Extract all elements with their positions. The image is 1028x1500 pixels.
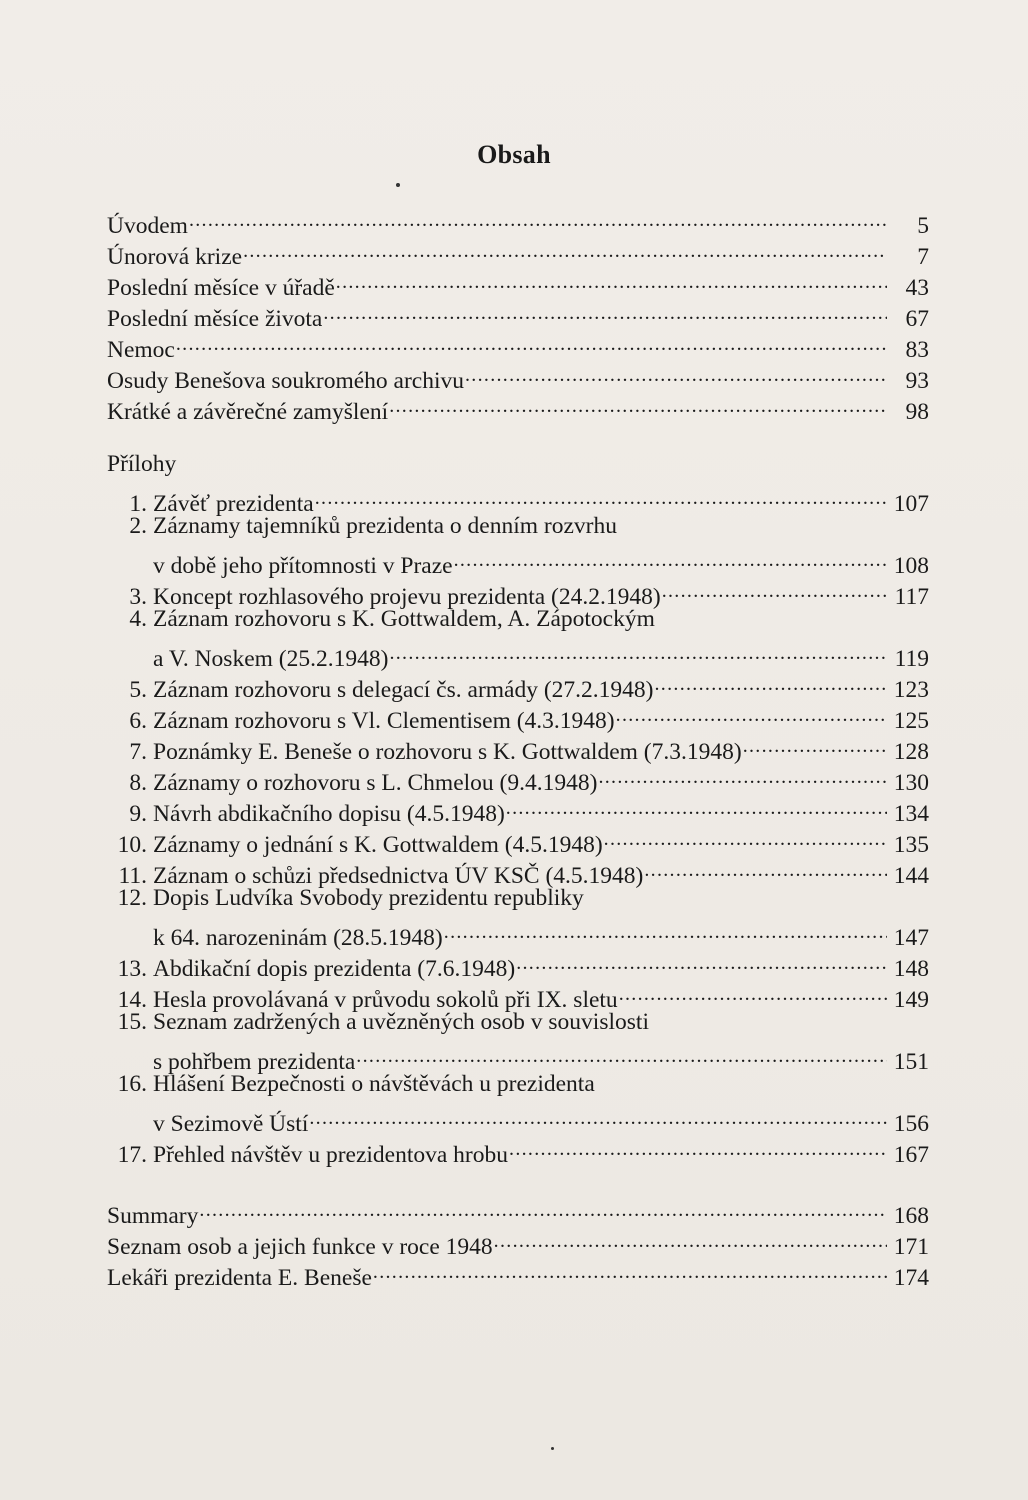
appendix-number: 13. bbox=[117, 956, 147, 982]
dot-leader bbox=[176, 326, 887, 357]
toc-entry bbox=[107, 1192, 929, 1229]
dot-leader bbox=[356, 1038, 887, 1069]
dot-leader bbox=[454, 542, 887, 573]
appendix-label: a V. Noskem (25.2.1948) bbox=[153, 646, 389, 672]
appendix-page: 123 bbox=[893, 677, 929, 703]
appendix-label: Záznam rozhovoru s K. Gottwaldem, A. Zápotockým bbox=[153, 606, 655, 632]
toc-entry-label: Nemoc bbox=[107, 337, 175, 363]
dot-leader bbox=[373, 1254, 887, 1285]
appendix-number: 3. bbox=[129, 584, 147, 610]
dot-leader bbox=[662, 573, 887, 604]
appendix-number: 9. bbox=[129, 801, 147, 827]
dot-leader bbox=[494, 1223, 887, 1254]
appendix-number: 11. bbox=[118, 863, 147, 889]
toc-entry-page: 67 bbox=[905, 306, 929, 332]
appendix-page: 125 bbox=[893, 708, 929, 734]
appendix-page: 156 bbox=[893, 1111, 929, 1137]
appendix-number: 4. bbox=[129, 606, 147, 632]
appendix-entry bbox=[107, 1069, 929, 1100]
dot-leader bbox=[199, 1192, 887, 1223]
toc-entry-label: Úvodem bbox=[107, 213, 188, 239]
appendix-page: 134 bbox=[893, 801, 929, 827]
appendix-label: v Sezimově Ústí bbox=[153, 1111, 309, 1137]
toc-entry-page: 5 bbox=[917, 213, 929, 239]
dot-leader bbox=[743, 728, 887, 759]
toc-entry-page: 98 bbox=[905, 399, 929, 425]
appendix-label: Přehled návštěv u prezidentova hrobu bbox=[153, 1142, 509, 1168]
dot-leader bbox=[309, 1100, 887, 1131]
toc-entry-label: Osudy Benešova soukromého archivu bbox=[107, 368, 464, 394]
appendix-page: 151 bbox=[893, 1049, 929, 1075]
appendix-entry-continuation bbox=[107, 914, 929, 951]
dot-leader bbox=[655, 666, 888, 697]
appendix-entry-continuation bbox=[107, 1038, 929, 1075]
dot-leader bbox=[644, 852, 887, 883]
appendix-number: 6. bbox=[129, 708, 147, 734]
appendix-entry bbox=[107, 604, 929, 635]
appendix-number: 2. bbox=[129, 513, 147, 539]
toc-entry-page: 43 bbox=[905, 275, 929, 301]
toc-entry-label: Únorová krize bbox=[107, 244, 243, 270]
toc-entry-page: 171 bbox=[893, 1234, 929, 1260]
appendix-page: 128 bbox=[893, 739, 929, 765]
toc-entry-page: 83 bbox=[905, 337, 929, 363]
appendix-entry bbox=[107, 1007, 929, 1038]
appendix-page: 148 bbox=[893, 956, 929, 982]
dot-leader bbox=[243, 233, 887, 264]
appendix-number: 15. bbox=[117, 1009, 147, 1035]
appendix-label: Záznamy o jednání s K. Gottwaldem (4.5.1948) bbox=[153, 832, 603, 858]
appendix-page: 135 bbox=[893, 832, 929, 858]
appendix-label: k 64. narozeninám (28.5.1948) bbox=[153, 925, 443, 951]
appendix-number: 17. bbox=[117, 1142, 147, 1168]
main-entries bbox=[107, 202, 929, 425]
appendix-page: 149 bbox=[893, 987, 929, 1013]
appendix-page: 117 bbox=[894, 584, 929, 610]
toc-entry-label: Poslední měsíce v úřadě bbox=[107, 275, 335, 301]
appendix-page: 119 bbox=[894, 646, 929, 672]
dot-leader bbox=[389, 388, 887, 419]
appendix-number: 5. bbox=[129, 677, 147, 703]
appendix-label: Záznamy o rozhovoru s L. Chmelou (9.4.1948) bbox=[153, 770, 598, 796]
appendix-page: 167 bbox=[893, 1142, 929, 1168]
appendix-label: Dopis Ludvíka Svobody prezidentu republiky bbox=[153, 885, 584, 911]
appendix-number: 16. bbox=[117, 1071, 147, 1097]
toc-entry bbox=[107, 326, 929, 363]
appendix-label: Záznam o schůzi předsednictva ÚV KSČ (4.5.1948) bbox=[153, 863, 644, 889]
table-of-contents bbox=[107, 202, 929, 1291]
toc-entry bbox=[107, 202, 929, 239]
appendix-entry-continuation bbox=[107, 1100, 929, 1137]
appendix-page: 147 bbox=[893, 925, 929, 951]
appendix-label: Hesla provolávaná v průvodu sokolů při IX. sletu bbox=[153, 987, 618, 1013]
appendix-label: s pohřbem prezidenta bbox=[153, 1049, 356, 1075]
appendix-number: 10. bbox=[117, 832, 147, 858]
toc-entry-page: 168 bbox=[893, 1203, 929, 1229]
toc-entry-label: Krátké a závěrečné zamyšlení bbox=[107, 399, 389, 425]
appendix-entries bbox=[107, 480, 929, 1168]
dot-leader bbox=[616, 697, 887, 728]
appendix-number: 7. bbox=[129, 739, 147, 765]
print-speck bbox=[551, 1447, 554, 1450]
appendix-label: Záznam rozhovoru s delegací čs. armády (27.2.1948) bbox=[153, 677, 654, 703]
appendix-page: 107 bbox=[893, 491, 929, 517]
dot-leader bbox=[315, 480, 887, 511]
dot-leader bbox=[516, 945, 887, 976]
appendix-label: Koncept rozhlasového projevu prezidenta (24.2.1948) bbox=[153, 584, 661, 610]
dot-leader bbox=[336, 264, 887, 295]
appendix-label: Abdikační dopis prezidenta (7.6.1948) bbox=[153, 956, 516, 982]
appendix-label: Návrh abdikačního dopisu (4.5.1948) bbox=[153, 801, 505, 827]
appendix-entry-continuation bbox=[107, 635, 929, 672]
appendix-label: Záznam rozhovoru s Vl. Clementisem (4.3.1948) bbox=[153, 708, 615, 734]
appendix-entry-continuation bbox=[107, 542, 929, 579]
dot-leader bbox=[189, 202, 887, 233]
dot-leader bbox=[619, 976, 887, 1007]
toc-entry-page: 7 bbox=[917, 244, 929, 270]
toc-entry-label: Poslední měsíce života bbox=[107, 306, 323, 332]
appendix-label: v době jeho přítomnosti v Praze bbox=[153, 553, 453, 579]
appendix-entry bbox=[107, 480, 929, 517]
end-entries bbox=[107, 1192, 929, 1291]
appendix-page: 144 bbox=[893, 863, 929, 889]
appendix-entry bbox=[107, 511, 929, 542]
dot-leader bbox=[444, 914, 887, 945]
page-title: Obsah bbox=[477, 140, 551, 169]
dot-leader bbox=[389, 635, 887, 666]
appendix-label: Poznámky E. Beneše o rozhovoru s K. Gottwaldem (7.3.1948) bbox=[153, 739, 742, 765]
dot-leader bbox=[604, 821, 887, 852]
appendix-entry bbox=[107, 883, 929, 914]
appendix-number: 14. bbox=[117, 987, 147, 1013]
appendix-page: 130 bbox=[893, 770, 929, 796]
appendix-page: 108 bbox=[893, 553, 929, 579]
toc-entry-label: Lekáři prezidenta E. Beneše bbox=[107, 1265, 372, 1291]
toc-entry-label: Summary bbox=[107, 1203, 199, 1229]
appendix-label: Hlášení Bezpečnosti o návštěvách u prezidenta bbox=[153, 1071, 595, 1097]
appendix-heading: Přílohy bbox=[107, 451, 177, 477]
dot-leader bbox=[323, 295, 887, 326]
toc-entry bbox=[107, 357, 929, 394]
dot-leader bbox=[465, 357, 887, 388]
toc-entry bbox=[107, 233, 929, 270]
appendix-number: 1. bbox=[129, 491, 147, 517]
appendix-label: Závěť prezidenta bbox=[153, 491, 314, 517]
print-speck bbox=[396, 183, 400, 187]
appendix-label: Seznam zadržených a uvězněných osob v souvislosti bbox=[153, 1009, 649, 1035]
dot-leader bbox=[509, 1131, 887, 1162]
toc-entry-page: 93 bbox=[905, 368, 929, 394]
appendix-label: Záznamy tajemníků prezidenta o denním rozvrhu bbox=[153, 513, 617, 539]
appendix-number: 8. bbox=[129, 770, 147, 796]
dot-leader bbox=[598, 759, 887, 790]
dot-leader bbox=[506, 790, 887, 821]
toc-entry-label: Seznam osob a jejich funkce v roce 1948 bbox=[107, 1234, 493, 1260]
toc-entry-page: 174 bbox=[893, 1265, 929, 1291]
appendix-number: 12. bbox=[117, 885, 147, 911]
toc-entry bbox=[107, 1223, 929, 1260]
